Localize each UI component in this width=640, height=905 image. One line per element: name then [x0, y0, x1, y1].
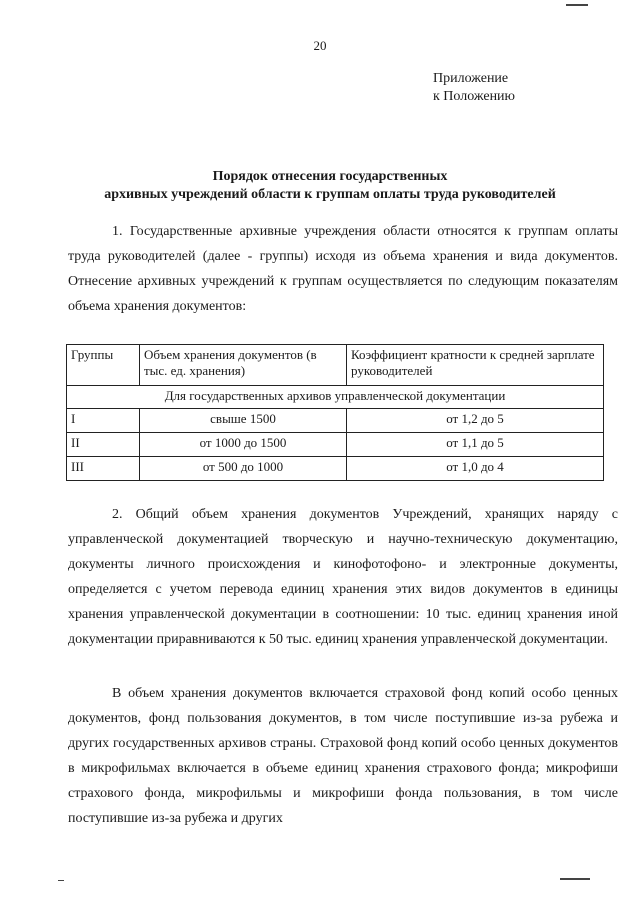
header-group: Группы — [67, 345, 140, 386]
header-coefficient: Коэффициент кратности к средней зарплате руководителей — [347, 345, 604, 386]
groups-table — [66, 344, 604, 481]
header-volume: Объем хранения документов (в тыс. ед. хранения) — [140, 345, 347, 386]
paragraph-3: В объем хранения документов включается страховой фонд копий особо ценных документов, фонд пользования документов, в том числе поступившие из-за рубежа и других государственных архивов страны. Страховой фонд копий особо ценных документов в микрофильмах включается в объеме единиц хранения страхового фонда; микрофиши страхового фонда, микрофильмы и микрофиши фонда пользования, в том числе поступившие из-за рубежа и других — [68, 686, 618, 826]
table-header-row — [67, 345, 604, 386]
page-number: 20 — [313, 38, 327, 53]
paragraph-2: 2. Общий объем хранения документов Учреждений, хранящих наряду с управленческой документацией творческую и научно-техническую документацию, документы личного происхождения и кинофотофоно- и электронные документы, определяется с учетом перевода единиц хранения этих видов документов в единицы хранения управленческой документации в соотношении: 10 тыс. единиц хранения иной документации приравниваются к 50 тыс. единиц хранения управленческой документации. — [68, 507, 618, 647]
document-title — [60, 168, 600, 204]
cell-volume: от 500 до 1000 — [140, 457, 347, 481]
table-section-row — [67, 386, 604, 409]
paragraph-1: 1. Государственные архивные учреждения области относятся к группам оплаты труда руководителей (далее - группы) исходя из объема хранения и вида документов. Отнесение архивных учреждений к группам осуществляется по следующим показателям объема хранения документов: — [68, 224, 618, 314]
scan-mark-bottom-right — [560, 878, 590, 880]
title-line-2: архивных учреждений области к группам оплаты труда руководителей — [104, 187, 556, 202]
table-row — [67, 409, 604, 433]
section-label: Для государственных архивов управленческой документации — [67, 386, 604, 409]
title-line-1: Порядок отнесения государственных — [212, 169, 448, 184]
appendix-label — [433, 70, 515, 106]
table-row — [67, 433, 604, 457]
cell-volume: от 1000 до 1500 — [140, 433, 347, 457]
cell-group: II — [67, 433, 140, 457]
table-row — [67, 457, 604, 481]
cell-coefficient: от 1,1 до 5 — [347, 433, 604, 457]
scan-mark-top-right — [566, 4, 588, 6]
cell-group: III — [67, 457, 140, 481]
scan-mark-bottom-left — [58, 880, 64, 881]
cell-volume: свыше 1500 — [140, 409, 347, 433]
cell-coefficient: от 1,2 до 5 — [347, 409, 604, 433]
appendix-line-1: Приложение — [433, 71, 509, 86]
cell-group: I — [67, 409, 140, 433]
appendix-line-2: к Положению — [433, 89, 516, 104]
cell-coefficient: от 1,0 до 4 — [347, 457, 604, 481]
